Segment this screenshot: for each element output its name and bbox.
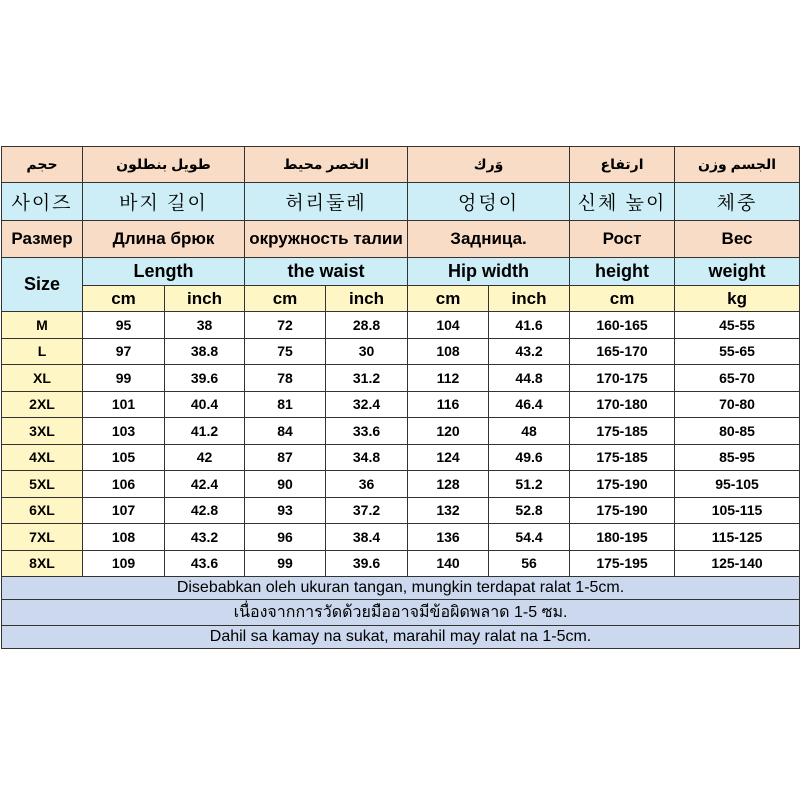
note-row-malay bbox=[2, 577, 800, 600]
hip-inch-cell: 51.2 bbox=[489, 471, 570, 498]
note-row-filipino bbox=[2, 626, 800, 649]
header-height-korean: 신체 높이 bbox=[570, 183, 675, 221]
weight-cell: 65-70 bbox=[675, 365, 800, 392]
table-row bbox=[2, 524, 800, 551]
hip-cm-cell: 140 bbox=[408, 550, 489, 577]
weight-cell: 45-55 bbox=[675, 312, 800, 339]
height-cell: 160-165 bbox=[570, 312, 675, 339]
table-row bbox=[2, 497, 800, 524]
length-cm-cell: 101 bbox=[83, 391, 165, 418]
length-cm-cell: 95 bbox=[83, 312, 165, 339]
header-weight-english: weight bbox=[675, 258, 800, 286]
note-text-malay: Disebabkan oleh ukuran tangan, mungkin terdapat ralat 1-5cm. bbox=[2, 577, 800, 600]
unit-length-inch: inch bbox=[165, 286, 245, 312]
hip-cm-cell: 136 bbox=[408, 524, 489, 551]
size-cell: 3XL bbox=[2, 418, 83, 445]
hip-cm-cell: 112 bbox=[408, 365, 489, 392]
header-waist-korean: 허리둘레 bbox=[245, 183, 408, 221]
length-inch-cell: 38 bbox=[165, 312, 245, 339]
length-cm-cell: 107 bbox=[83, 497, 165, 524]
waist-inch-cell: 39.6 bbox=[326, 550, 408, 577]
header-waist-russian: окружность талии bbox=[245, 221, 408, 258]
length-cm-cell: 109 bbox=[83, 550, 165, 577]
table-row bbox=[2, 365, 800, 392]
header-length-russian: Длина брюк bbox=[83, 221, 245, 258]
header-length-arabic: طويل بنطلون bbox=[83, 147, 245, 183]
hip-cm-cell: 108 bbox=[408, 338, 489, 365]
note-text-thai: เนื่องจากการวัดด้วยมืออาจมีข้อผิดพลาด 1-5 ซม. bbox=[2, 600, 800, 626]
length-cm-cell: 106 bbox=[83, 471, 165, 498]
hip-cm-cell: 128 bbox=[408, 471, 489, 498]
table-row bbox=[2, 312, 800, 339]
header-hip-russian: Задница. bbox=[408, 221, 570, 258]
header-row-units bbox=[2, 286, 800, 312]
header-waist-arabic: الخصر محيط bbox=[245, 147, 408, 183]
length-inch-cell: 43.6 bbox=[165, 550, 245, 577]
hip-inch-cell: 44.8 bbox=[489, 365, 570, 392]
hip-cm-cell: 124 bbox=[408, 444, 489, 471]
length-inch-cell: 42.4 bbox=[165, 471, 245, 498]
table-row bbox=[2, 550, 800, 577]
weight-cell: 115-125 bbox=[675, 524, 800, 551]
height-cell: 175-195 bbox=[570, 550, 675, 577]
table-row bbox=[2, 418, 800, 445]
hip-inch-cell: 48 bbox=[489, 418, 570, 445]
waist-inch-cell: 30 bbox=[326, 338, 408, 365]
header-row-english bbox=[2, 258, 800, 286]
table-row bbox=[2, 391, 800, 418]
header-size-english: Size bbox=[2, 258, 83, 312]
hip-cm-cell: 104 bbox=[408, 312, 489, 339]
waist-cm-cell: 93 bbox=[245, 497, 326, 524]
hip-inch-cell: 46.4 bbox=[489, 391, 570, 418]
length-cm-cell: 97 bbox=[83, 338, 165, 365]
length-cm-cell: 99 bbox=[83, 365, 165, 392]
waist-inch-cell: 28.8 bbox=[326, 312, 408, 339]
height-cell: 175-185 bbox=[570, 444, 675, 471]
size-cell: 6XL bbox=[2, 497, 83, 524]
note-row-thai bbox=[2, 600, 800, 626]
length-inch-cell: 42.8 bbox=[165, 497, 245, 524]
waist-cm-cell: 99 bbox=[245, 550, 326, 577]
weight-cell: 85-95 bbox=[675, 444, 800, 471]
waist-cm-cell: 81 bbox=[245, 391, 326, 418]
header-weight-russian: Вес bbox=[675, 221, 800, 258]
waist-inch-cell: 33.6 bbox=[326, 418, 408, 445]
size-chart-table bbox=[1, 146, 800, 649]
hip-inch-cell: 43.2 bbox=[489, 338, 570, 365]
height-cell: 180-195 bbox=[570, 524, 675, 551]
waist-cm-cell: 75 bbox=[245, 338, 326, 365]
waist-cm-cell: 78 bbox=[245, 365, 326, 392]
size-cell: L bbox=[2, 338, 83, 365]
height-cell: 170-180 bbox=[570, 391, 675, 418]
size-cell: 5XL bbox=[2, 471, 83, 498]
unit-height-cm: cm bbox=[570, 286, 675, 312]
table-row bbox=[2, 338, 800, 365]
unit-waist-inch: inch bbox=[326, 286, 408, 312]
table-row bbox=[2, 444, 800, 471]
header-size-korean: 사이즈 bbox=[2, 183, 83, 221]
unit-weight-kg: kg bbox=[675, 286, 800, 312]
hip-cm-cell: 120 bbox=[408, 418, 489, 445]
header-weight-korean: 체중 bbox=[675, 183, 800, 221]
length-inch-cell: 41.2 bbox=[165, 418, 245, 445]
unit-length-cm: cm bbox=[83, 286, 165, 312]
weight-cell: 95-105 bbox=[675, 471, 800, 498]
length-inch-cell: 40.4 bbox=[165, 391, 245, 418]
waist-cm-cell: 96 bbox=[245, 524, 326, 551]
height-cell: 165-170 bbox=[570, 338, 675, 365]
waist-inch-cell: 37.2 bbox=[326, 497, 408, 524]
note-text-filipino: Dahil sa kamay na sukat, marahil may ralat na 1-5cm. bbox=[2, 626, 800, 649]
waist-cm-cell: 90 bbox=[245, 471, 326, 498]
hip-inch-cell: 56 bbox=[489, 550, 570, 577]
header-hip-korean: 엉덩이 bbox=[408, 183, 570, 221]
hip-inch-cell: 41.6 bbox=[489, 312, 570, 339]
weight-cell: 125-140 bbox=[675, 550, 800, 577]
waist-inch-cell: 32.4 bbox=[326, 391, 408, 418]
header-height-russian: Рост bbox=[570, 221, 675, 258]
header-size-russian: Размер bbox=[2, 221, 83, 258]
weight-cell: 80-85 bbox=[675, 418, 800, 445]
table-row bbox=[2, 471, 800, 498]
header-height-arabic: ارتفاع bbox=[570, 147, 675, 183]
size-chart-body bbox=[2, 147, 800, 649]
length-cm-cell: 103 bbox=[83, 418, 165, 445]
hip-cm-cell: 116 bbox=[408, 391, 489, 418]
height-cell: 170-175 bbox=[570, 365, 675, 392]
header-hip-english: Hip width bbox=[408, 258, 570, 286]
hip-inch-cell: 49.6 bbox=[489, 444, 570, 471]
waist-inch-cell: 36 bbox=[326, 471, 408, 498]
weight-cell: 55-65 bbox=[675, 338, 800, 365]
length-inch-cell: 43.2 bbox=[165, 524, 245, 551]
waist-inch-cell: 34.8 bbox=[326, 444, 408, 471]
length-cm-cell: 105 bbox=[83, 444, 165, 471]
header-row-russian bbox=[2, 221, 800, 258]
header-hip-arabic: وَرك bbox=[408, 147, 570, 183]
header-length-korean: 바지 길이 bbox=[83, 183, 245, 221]
size-cell: 4XL bbox=[2, 444, 83, 471]
unit-waist-cm: cm bbox=[245, 286, 326, 312]
length-inch-cell: 42 bbox=[165, 444, 245, 471]
header-row-arabic bbox=[2, 147, 800, 183]
hip-cm-cell: 132 bbox=[408, 497, 489, 524]
waist-inch-cell: 38.4 bbox=[326, 524, 408, 551]
size-cell: 7XL bbox=[2, 524, 83, 551]
height-cell: 175-185 bbox=[570, 418, 675, 445]
waist-cm-cell: 72 bbox=[245, 312, 326, 339]
header-waist-english: the waist bbox=[245, 258, 408, 286]
length-inch-cell: 39.6 bbox=[165, 365, 245, 392]
header-weight-arabic: الجسم وزن bbox=[675, 147, 800, 183]
length-inch-cell: 38.8 bbox=[165, 338, 245, 365]
height-cell: 175-190 bbox=[570, 497, 675, 524]
height-cell: 175-190 bbox=[570, 471, 675, 498]
waist-inch-cell: 31.2 bbox=[326, 365, 408, 392]
header-height-english: height bbox=[570, 258, 675, 286]
size-cell: 8XL bbox=[2, 550, 83, 577]
waist-cm-cell: 84 bbox=[245, 418, 326, 445]
header-row-korean bbox=[2, 183, 800, 221]
size-cell: M bbox=[2, 312, 83, 339]
weight-cell: 105-115 bbox=[675, 497, 800, 524]
unit-hip-cm: cm bbox=[408, 286, 489, 312]
hip-inch-cell: 54.4 bbox=[489, 524, 570, 551]
hip-inch-cell: 52.8 bbox=[489, 497, 570, 524]
weight-cell: 70-80 bbox=[675, 391, 800, 418]
header-size-arabic: حجم bbox=[2, 147, 83, 183]
length-cm-cell: 108 bbox=[83, 524, 165, 551]
size-cell: 2XL bbox=[2, 391, 83, 418]
size-cell: XL bbox=[2, 365, 83, 392]
waist-cm-cell: 87 bbox=[245, 444, 326, 471]
unit-hip-inch: inch bbox=[489, 286, 570, 312]
header-length-english: Length bbox=[83, 258, 245, 286]
